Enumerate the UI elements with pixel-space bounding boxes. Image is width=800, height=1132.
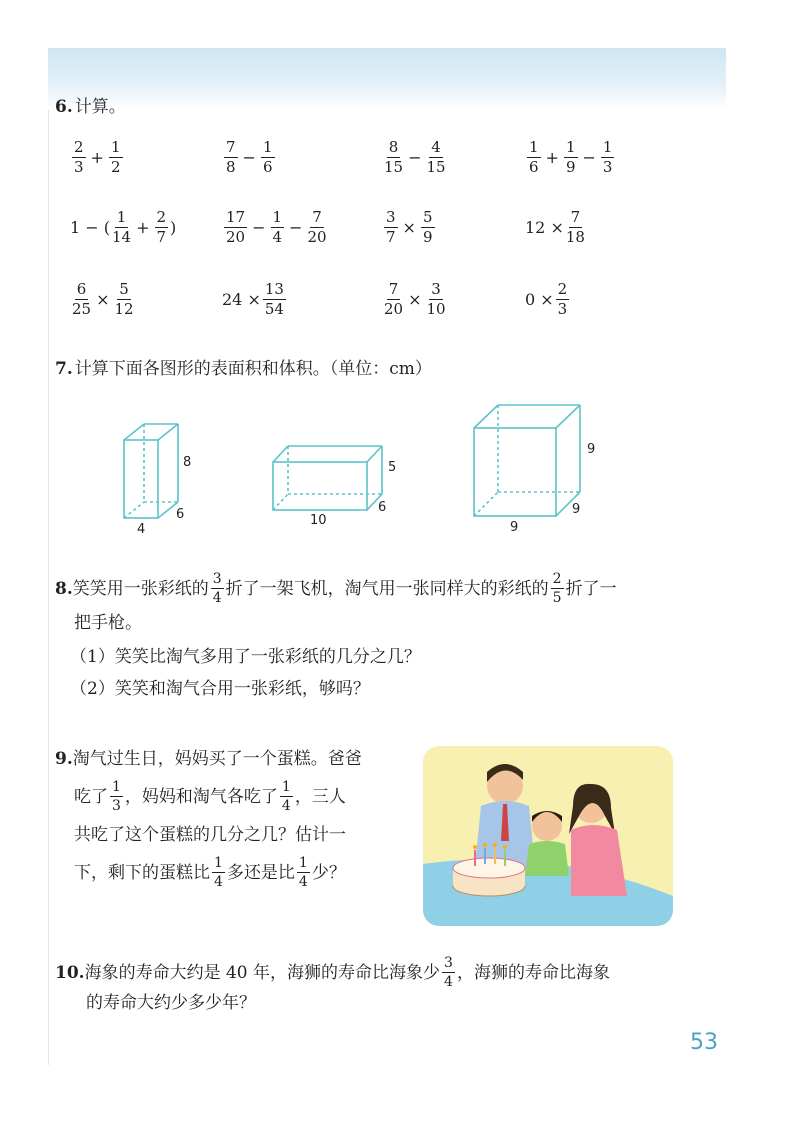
- birthday-illustration: [423, 746, 673, 926]
- q6-expr-1a: $\frac{2}{3}$ + $\frac{1}{2}$: [74, 138, 121, 176]
- q10-line2: 的寿命大约少多少年？: [86, 993, 256, 1013]
- cuboid-wide-figure: [268, 440, 393, 515]
- box2-height-label: 5: [388, 460, 397, 475]
- q7-heading: [55, 358, 432, 380]
- box3-height-label: 9: [587, 442, 596, 457]
- q6-expr-3c: $\frac{7}{20}$ × $\frac{3}{10}$: [384, 280, 446, 318]
- q8-sub1: （1）笑笑比淘气多用了一张彩纸的几分之几？: [70, 647, 421, 667]
- q6-expr-2c: $\frac{3}{7}$ × $\frac{5}{9}$: [386, 208, 433, 246]
- page-number: 53: [690, 1030, 718, 1055]
- q6-expr-2d: 12 × $\frac{7}{18}$: [525, 208, 585, 246]
- q6-expr-1d: $\frac{1}{6}$ + $\frac{1}{9}$ − $\frac{1}{3}$: [529, 138, 613, 176]
- q6-expr-1b: $\frac{7}{8}$ − $\frac{1}{6}$: [226, 138, 273, 176]
- q7-title: 计算下面各图形的表面积和体积。（单位：cm）: [74, 359, 432, 379]
- q9-line4: 下，剩下的蛋糕比 $\frac{1}{4}$ 多还是比 $\frac{1}{4}$ 少？: [74, 855, 346, 890]
- box1-width-label: 4: [137, 522, 146, 537]
- q6-expr-1c: $\frac{8}{15}$ − $\frac{4}{15}$: [384, 138, 446, 176]
- box1-height-label: 8: [183, 455, 192, 470]
- margin-rule: [48, 110, 49, 1065]
- box2-depth-label: 6: [378, 500, 387, 515]
- q8-sub2: （2）笑笑和淘气合用一张彩纸，够吗？: [70, 679, 370, 699]
- box3-width-label: 9: [510, 520, 519, 535]
- q6-expr-3a: $\frac{6}{25}$ × $\frac{5}{12}$: [72, 280, 134, 318]
- box2-width-label: 10: [310, 513, 327, 528]
- box3-depth-label: 9: [572, 502, 581, 517]
- q6-expr-3d: 0 × $\frac{2}{3}$: [525, 280, 568, 318]
- q6-number: 6.: [55, 97, 73, 117]
- q7-number: 7.: [55, 359, 73, 379]
- q9-line3: 共吃了这个蛋糕的几分之几？估计一: [74, 825, 346, 845]
- cuboid-tall-figure: [118, 418, 208, 528]
- q6-expr-2b: $\frac{17}{20}$ − $\frac{1}{4}$ − $\frac{7}{20}$: [226, 208, 327, 246]
- q6-expr-2a: 1 − ( $\frac{1}{14}$ + $\frac{2}{7}$ ): [70, 208, 177, 246]
- q10-line1: 10. 海象的寿命大约是 40 年，海狮的寿命比海象少 $\frac{3}{4}$ ，海狮的寿命比海象: [55, 955, 610, 990]
- q6-expr-3b: 24 × $\frac{13}{54}$: [222, 280, 284, 318]
- q9-line1: 9. 淘气过生日，妈妈买了一个蛋糕。爸爸: [55, 749, 362, 769]
- q9-line2: 吃了 $\frac{1}{3}$ ，妈妈和淘气各吃了 $\frac{1}{4}$ ，三人: [74, 779, 346, 814]
- box1-depth-label: 6: [176, 507, 185, 522]
- header-band: [48, 48, 726, 110]
- family-birthday-cake-image: [423, 746, 673, 926]
- q8-line1: 8. 笑笑用一张彩纸的 $\frac{3}{4}$ 折了一架飞机，淘气用一张同样大的彩纸的 $\frac{2}{5}$ 折了一: [55, 571, 617, 606]
- q8-line2: 把手枪。: [74, 613, 142, 633]
- q6-heading: [55, 96, 126, 118]
- q6-title: 计算。: [74, 97, 126, 117]
